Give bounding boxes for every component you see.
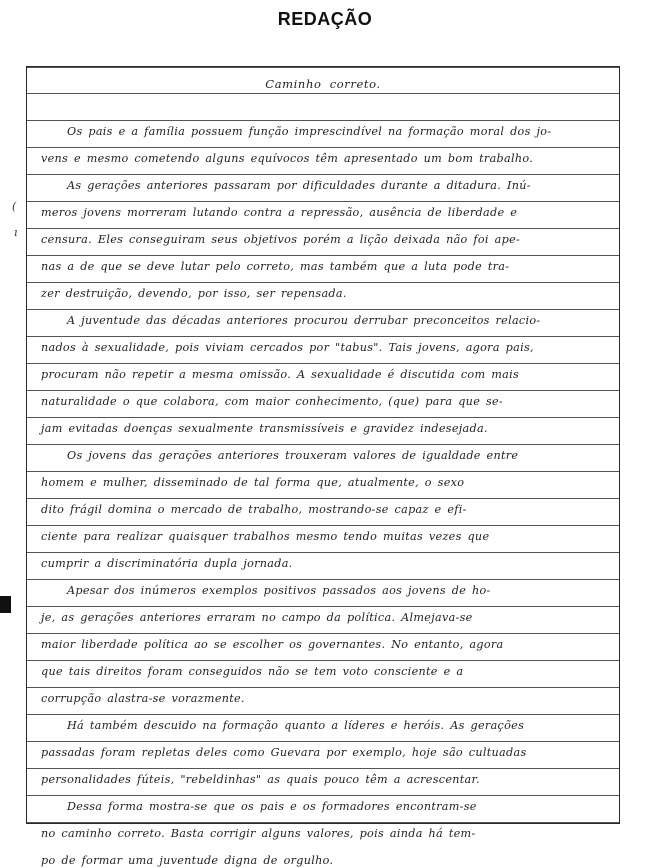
ruled-line: [27, 741, 619, 742]
ruled-line: [27, 390, 619, 391]
essay-line: Os pais e a família possuem função imprescindível na formação moral dos jo-: [67, 125, 552, 138]
ruled-line: [27, 795, 619, 796]
essay-line: Os jovens das gerações anteriores trouxeram valores de igualdade entre: [67, 449, 519, 462]
essay-line: corrupção alastra-se vorazmente.: [41, 692, 245, 705]
essay-line: censura. Eles conseguiram seus objetivos porém a lição deixada não foi ape-: [41, 233, 521, 246]
ruled-line: [27, 552, 619, 553]
ruled-line: [27, 417, 619, 418]
ruled-line: [27, 768, 619, 769]
ruled-line: [27, 174, 619, 175]
ruled-line: [27, 67, 619, 68]
ruled-line: [27, 201, 619, 202]
ruled-line: [27, 120, 619, 121]
ruled-line: [27, 309, 619, 310]
essay-line: vens e mesmo cometendo alguns equívocos têm apresentado um bom trabalho.: [41, 152, 534, 165]
essay-line: zer destruição, devendo, por isso, ser repensada.: [41, 287, 347, 300]
ruled-line: [27, 822, 619, 823]
essay-line: dito frágil domina o mercado de trabalho, mostrando-se capaz e efi-: [41, 503, 467, 516]
essay-line: po de formar uma juventude digna de orgulho.: [41, 854, 334, 867]
margin-mark: (: [12, 200, 17, 213]
ruled-line: [27, 444, 619, 445]
ruled-line: [27, 228, 619, 229]
essay-line: cumprir a discriminatória dupla jornada.: [41, 557, 293, 570]
essay-line: je, as gerações anteriores erraram no campo da política. Almejava-se: [41, 611, 473, 624]
margin-mark: ı: [14, 226, 18, 239]
essay-line: naturalidade o que colabora, com maior conhecimento, (que) para que se-: [41, 395, 504, 408]
page-title: REDAÇÃO: [277, 9, 373, 29]
scan-binder-tab: [0, 596, 11, 613]
essay-line: A juventude das décadas anteriores procurou derrubar preconceitos relacio-: [67, 314, 541, 327]
essay-line: que tais direitos foram conseguidos não se tem voto consciente e a: [41, 665, 464, 678]
essay-line: no caminho correto. Basta corrigir alguns valores, pois ainda há tem-: [41, 827, 476, 840]
ruled-line: [27, 363, 619, 364]
ruled-line: [27, 633, 619, 634]
ruled-line: [27, 471, 619, 472]
ruled-line: [27, 660, 619, 661]
ruled-line: [27, 525, 619, 526]
ruled-line: [27, 498, 619, 499]
ruled-line: [27, 606, 619, 607]
essay-line: Há também descuido na formação quanto a líderes e heróis. As gerações: [67, 719, 525, 732]
essay-line: passadas foram repletas deles como Guevara por exemplo, hoje são cultuadas: [41, 746, 527, 759]
ruled-line: [27, 336, 619, 337]
ruled-line: [27, 714, 619, 715]
essay-line: Dessa forma mostra-se que os pais e os formadores encontram-se: [67, 800, 477, 813]
ruled-line: [27, 255, 619, 256]
essay-line: meros jovens morreram lutando contra a repressão, ausência de liberdade e: [41, 206, 518, 219]
essay-line: homem e mulher, disseminado de tal forma que, atualmente, o sexo: [41, 476, 465, 489]
essay-line: ciente para realizar quaisquer trabalhos mesmo tendo muitas vezes que: [41, 530, 490, 543]
ruled-line: [27, 147, 619, 148]
ruled-line: [27, 579, 619, 580]
essay-line: nados à sexualidade, pois viviam cercados por "tabus". Tais jovens, agora pais,: [41, 341, 534, 354]
essay-line: nas a de que se deve lutar pelo correto, mas também que a luta pode tra-: [41, 260, 510, 273]
essay-line: personalidades fúteis, "rebeldinhas" as quais pouco têm a acrescentar.: [41, 773, 480, 786]
ruled-line: [27, 687, 619, 688]
essay-line: Apesar dos inúmeros exemplos positivos passados aos jovens de ho-: [67, 584, 491, 597]
essay-line: maior liberdade política ao se escolher os governantes. No entanto, agora: [41, 638, 504, 651]
ruled-line: [27, 282, 619, 283]
ruled-line: [27, 93, 619, 94]
essay-line: jam evitadas doenças sexualmente transmissíveis e gravidez indesejada.: [41, 422, 488, 435]
essay-line: As gerações anteriores passaram por dificuldades durante a ditadura. Inú-: [67, 179, 531, 192]
ruled-answer-sheet: [26, 66, 620, 867]
essay-line: procuram não repetir a mesma omissão. A sexualidade é discutida com mais: [41, 368, 520, 381]
essay-title: Caminho correto.: [265, 77, 381, 91]
